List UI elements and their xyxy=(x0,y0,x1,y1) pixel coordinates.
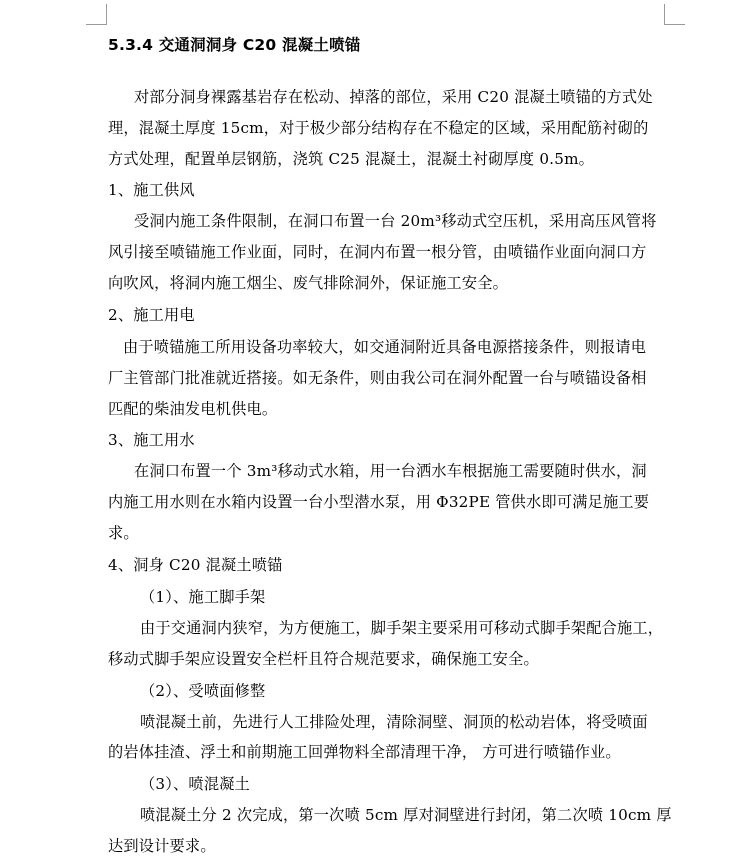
paragraph-line: 达到设计要求。 xyxy=(108,837,216,855)
paragraph-line: 向吹风，将洞内施工烟尘、废气排除洞外，保证施工安全。 xyxy=(108,274,509,292)
paragraph-line: 求。 xyxy=(108,524,139,542)
paragraph-line: 理，混凝土厚度 15cm，对于极少部分结构存在不稳定的区域，采用配筋衬砌的 xyxy=(108,119,649,137)
subitem-heading-scaffold: （1）、施工脚手架 xyxy=(140,588,266,606)
paragraph-line: 受洞内施工条件限制，在洞口布置一台 20m³移动式空压机，采用高压风管将 xyxy=(134,212,657,230)
section-heading: 5.3.4 交通洞洞身 C20 混凝土喷锚 xyxy=(108,36,361,54)
subitem-heading-spraying: （3）、喷混凝土 xyxy=(140,775,250,793)
paragraph-line: 匹配的柴油发电机供电。 xyxy=(108,400,278,418)
paragraph-line: 风引接至喷锚施工作业面，同时，在洞内布置一根分管，由喷锚作业面向洞口方 xyxy=(108,243,647,261)
item-heading-wind: 1、施工供风 xyxy=(108,181,195,199)
crop-mark-top-right xyxy=(664,4,685,25)
paragraph-line: 对部分洞身裸露基岩存在松动、掉落的部位，采用 C20 混凝土喷锚的方式处 xyxy=(134,88,653,106)
paragraph-line: 由于喷锚施工所用设备功率较大，如交通洞附近具备电源搭接条件，则报请电 xyxy=(123,338,647,356)
crop-mark-top-left xyxy=(86,4,107,25)
item-heading-water: 3、施工用水 xyxy=(108,431,195,449)
item-heading-shotcrete: 4、洞身 C20 混凝土喷锚 xyxy=(108,556,283,574)
paragraph-line: 喷混凝土分 2 次完成，第一次喷 5cm 厚对洞壁进行封闭，第二次喷 10cm 厚 xyxy=(140,806,672,824)
paragraph-line: 内施工用水则在水箱内设置一台小型潜水泵，用 Φ32PE 管供水即可满足施工要 xyxy=(108,493,650,511)
paragraph-line: 方式处理，配置单层钢筋，浇筑 C25 混凝土，混凝土衬砌厚度 0.5m。 xyxy=(108,150,595,168)
paragraph-line: 厂主管部门批准就近搭接。如无条件，则由我公司在洞外配置一台与喷锚设备相 xyxy=(108,369,647,387)
item-heading-power: 2、施工用电 xyxy=(108,306,195,324)
paragraph-line: 由于交通洞内狭窄，为方便施工，脚手架主要采用可移动式脚手架配合施工， xyxy=(140,619,664,637)
paragraph-line: 移动式脚手架应设置安全栏杆且符合规范要求，确保施工安全。 xyxy=(108,650,539,668)
paragraph-line: 在洞口布置一个 3m³移动式水箱，用一台洒水车根据施工需要随时供水，洞 xyxy=(134,462,647,480)
subitem-heading-surface-prep: （2）、受喷面修整 xyxy=(140,682,266,700)
paragraph-line: 的岩体挂渣、浮土和前期施工回弹物料全部清理干净， 方可进行喷锚作业。 xyxy=(108,743,621,761)
paragraph-line: 喷混凝土前，先进行人工排险处理，清除洞壁、洞顶的松动岩体，将受喷面 xyxy=(140,713,648,731)
